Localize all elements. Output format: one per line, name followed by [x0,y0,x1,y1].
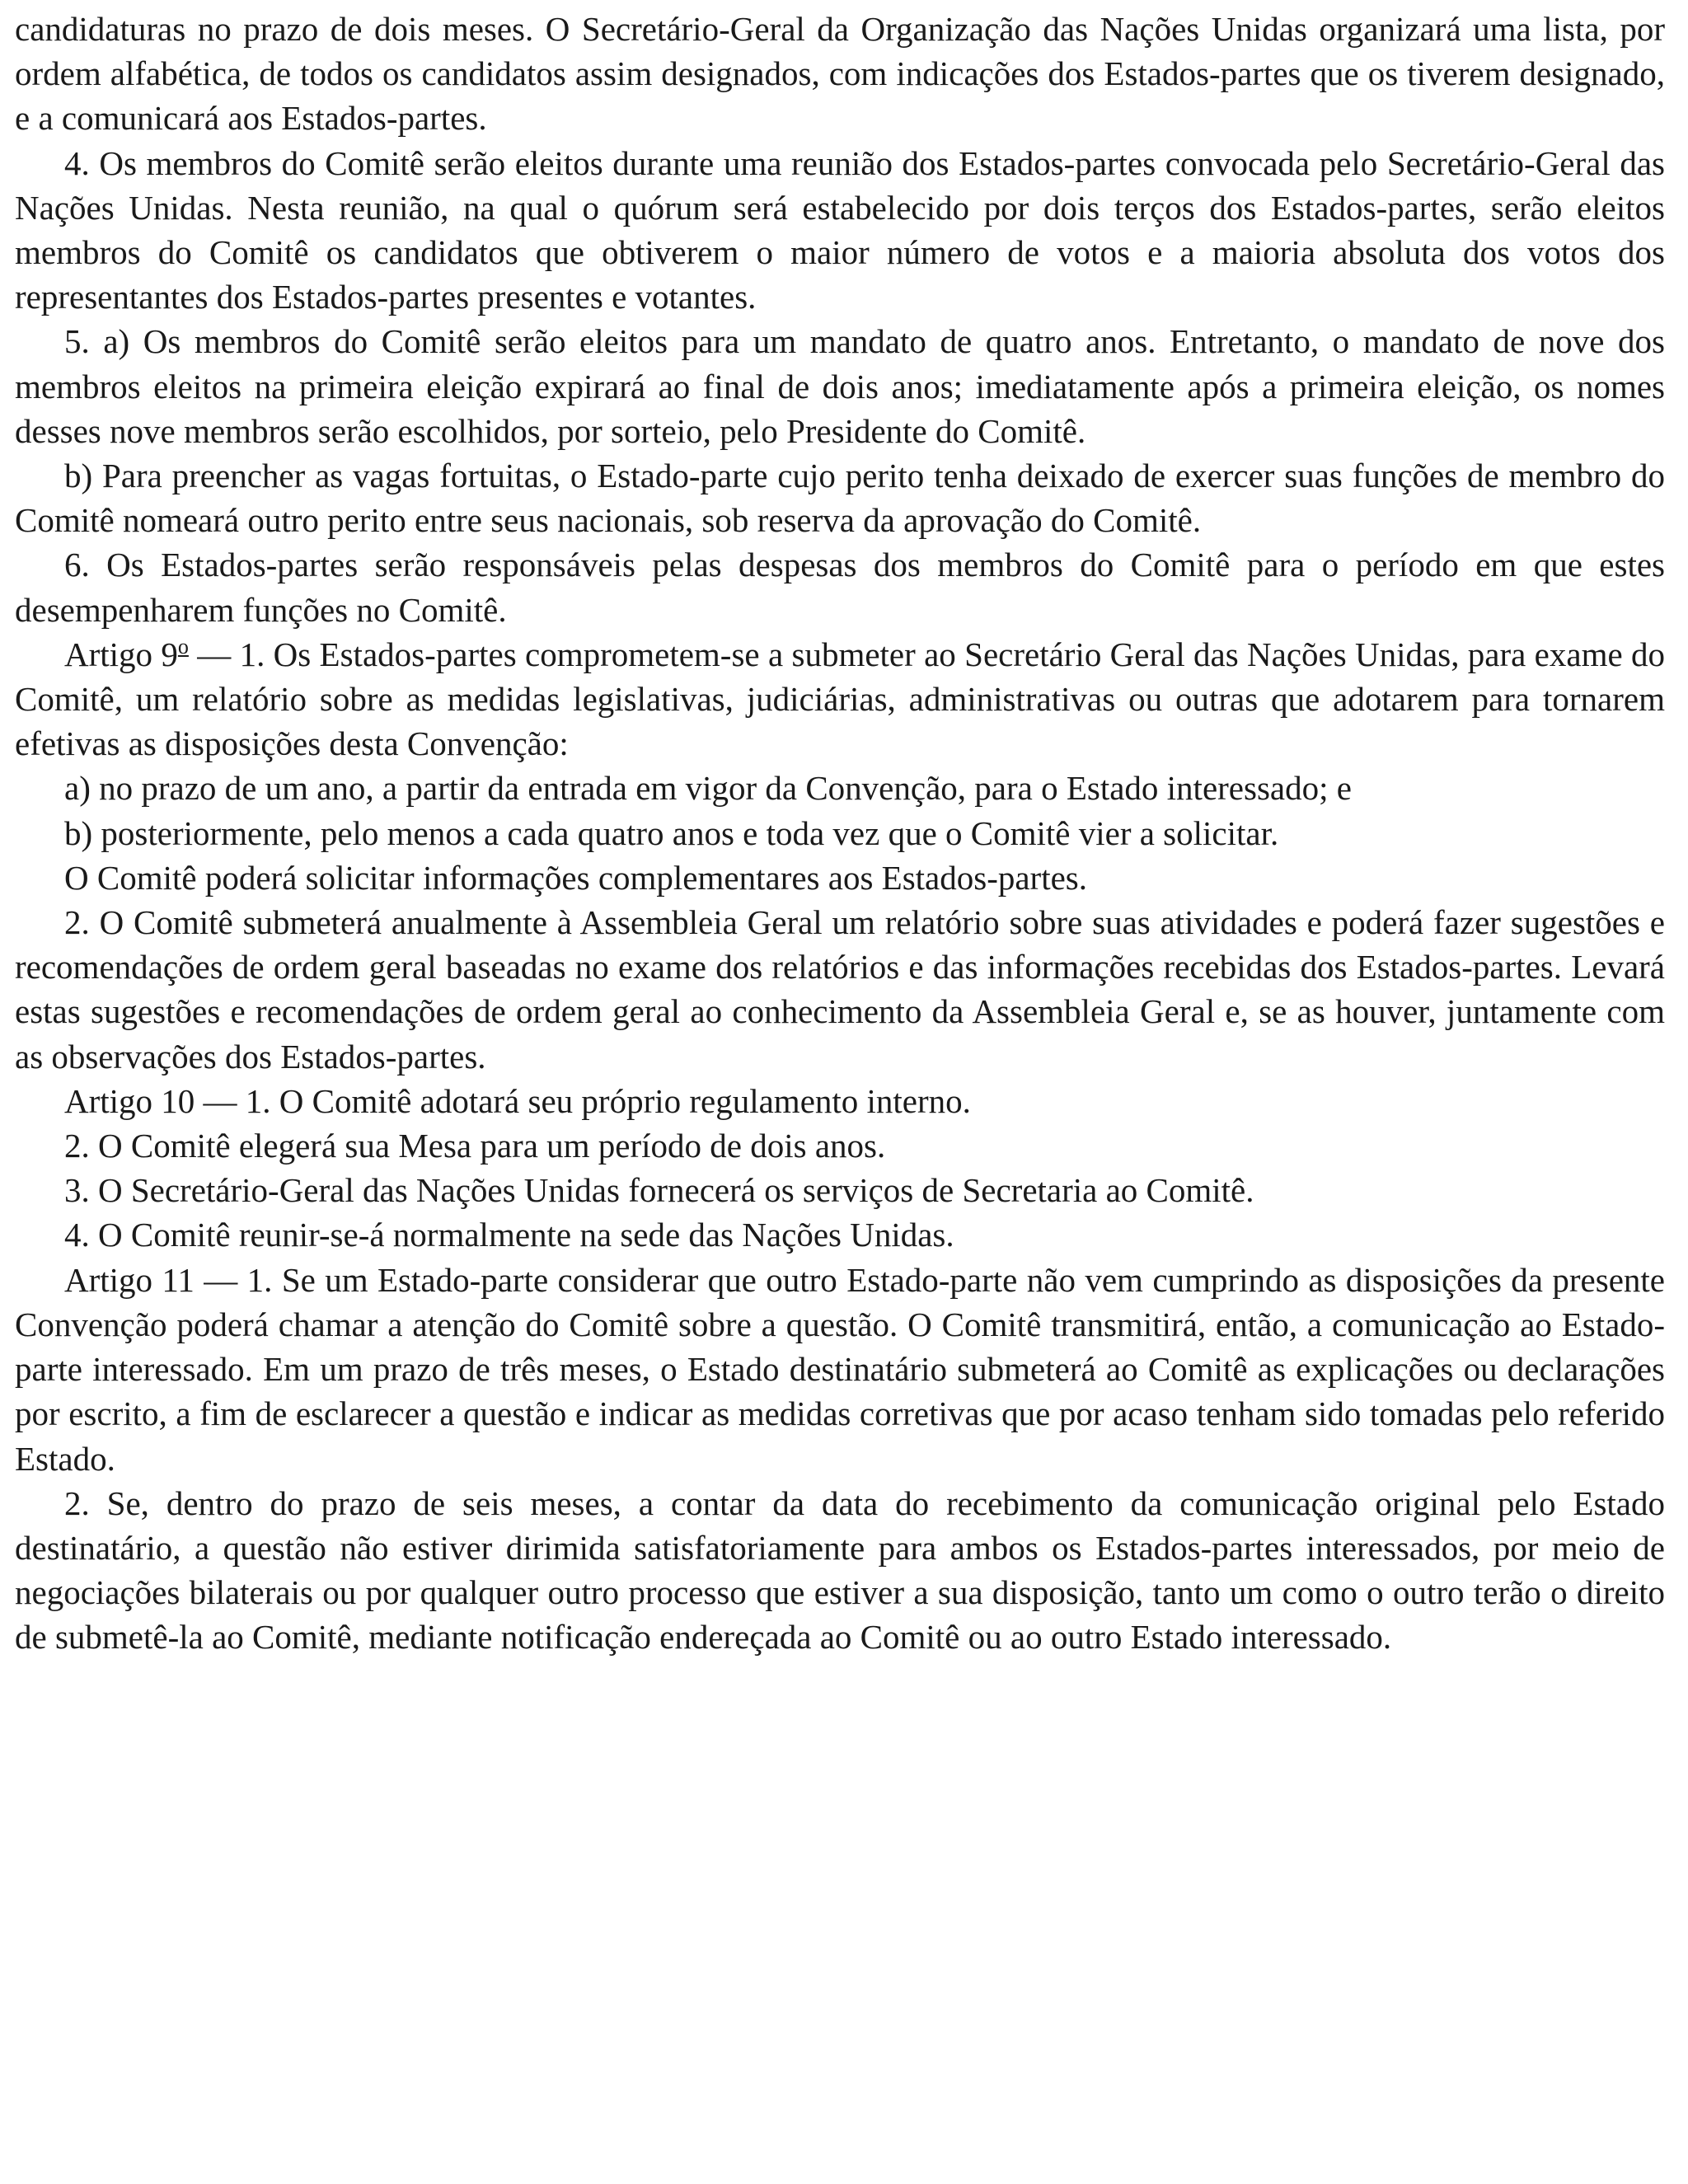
paragraph-article-9-2: 2. O Comitê submeterá anualmente à Assembleia Geral um relatório sobre suas atividades e poderá fazer sugestões e recomendações de ordem geral baseadas no exame dos relatórios e das informações recebidas dos Estados-partes. Levará estas sugestões e recomendações de ordem geral ao conhecimento da Assembleia Geral e, se as houver, juntamente com as observações dos Estados-partes. [15,903,1665,1076]
article-9-body: — 1. Os Estados-partes comprometem-se a submeter ao Secretário Geral das Nações Unidas, para exame do Comitê, um relatório sobre as medidas legislativas, judiciárias, administrativas ou outras que adotarem para tornarem efetivas as disposições desta Convenção: [15,635,1666,763]
paragraph-item-5a: 5. a) Os membros do Comitê serão eleitos para um mandato de quatro anos. Entretanto, o mandato de nove dos membros eleitos na primeira eleição expirará ao final de dois anos; imediatamente após a primeira eleição, os nomes desses nove membros serão escolhidos, por sorteio, pelo Presidente do Comitê. [15,322,1665,450]
paragraph-article-9-1a: a) no prazo de um ano, a partir da entrada em vigor da Convenção, para o Estado interessado; e [64,769,1352,808]
paragraph-item-5b: b) Para preencher as vagas fortuitas, o Estado-parte cujo perito tenha deixado de exercer suas funções de membro do Comitê nomeará outro perito entre seus nacionais, sob reserva da aprovação do Comitê. [15,457,1665,540]
paragraph-item-6: 6. Os Estados-partes serão responsáveis pelas despesas dos membros do Comitê para o período em que estes desempenharem funções no Comitê. [15,546,1665,629]
paragraph-article-9-1c: O Comitê poderá solicitar informações complementares aos Estados-partes. [64,858,1087,897]
paragraph-article-10-2: 2. O Comitê elegerá sua Mesa para um período de dois anos. [64,1127,886,1165]
paragraph-article-10-4: 4. O Comitê reunir-se-á normalmente na sede das Nações Unidas. [64,1216,954,1254]
paragraph-article-11-2: 2. Se, dentro do prazo de seis meses, a contar da data do recebimento da comunicação original pelo Estado destinatário, a questão não estiver dirimida satisfatoriamente para ambos os Estados-partes interessados, por meio de negociações bilaterais ou por qualquer outro processo que estiver a sua disposição, tanto um como o outro terão o direito de submetê-la ao Comitê, mediante notificação endereçada ao Comitê ou ao outro Estado interessado. [15,1483,1665,1657]
paragraph-article-9-1b: b) posteriormente, pelo menos a cada quatro anos e toda vez que o Comitê vier a solicitar. [64,813,1279,852]
ordinal-superscript: o [177,634,189,658]
paragraph-article-10-1: Artigo 10 — 1. O Comitê adotará seu próprio regulamento interno. [64,1081,971,1120]
paragraph-continuation: candidaturas no prazo de dois meses. O Secretário-Geral da Organização das Nações Unidas organizará uma lista, por ordem alfabética, de todos os candidatos assim designados, com indicações dos Estados-partes que os tiverem designado, e a comunicará aos Estados-partes. [15,10,1665,138]
paragraph-article-11-1: Artigo 11 — 1. Se um Estado-parte considerar que outro Estado-parte não vem cumprindo as disposições da presente Convenção poderá chamar a atenção do Comitê sobre a questão. O Comitê transmitirá, então, a comunicação ao Estado-parte interessado. Em um prazo de três meses, o Estado destinatário submeterá ao Comitê as explicações ou declarações por escrito, a fim de esclarecer a questão e indicar as medidas corretivas que por acaso tenham sido tomadas pelo referido Estado. [15,1260,1665,1478]
paragraph-article-10-3: 3. O Secretário-Geral das Nações Unidas fornecerá os serviços de Secretaria ao Comitê. [64,1171,1254,1210]
article-9-heading: Artigo 9 [64,635,178,673]
document-page [15,7,1665,1660]
paragraph-article-9-1 [15,632,1665,766]
paragraph-item-4: 4. Os membros do Comitê serão eleitos durante uma reunião dos Estados-partes convocada pelo Secretário-Geral das Nações Unidas. Nesta reunião, na qual o quórum será estabelecido por dois terços dos Estados-partes, serão eleitos membros do Comitê os candidatos que obtiverem o maior número de votos e a maioria absoluta dos votos dos representantes dos Estados-partes presentes e votantes. [15,143,1665,316]
